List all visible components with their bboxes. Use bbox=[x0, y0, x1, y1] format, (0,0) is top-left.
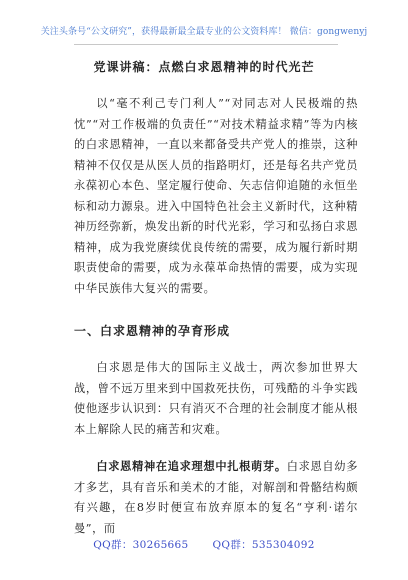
section-heading-1: 一、白求恩精神的孕育形成 bbox=[74, 324, 231, 338]
intro-paragraph: 以“毫不利己专门利人”“对同志对人民极端的热忱”“对工作极端的负责任”“对技术精益求精”等为内核的白求恩精神，一直以来都备受共产党人的推崇，这种精神不仅仅是从医人员的指路明灯，还是每名共产党员永葆初心本色、坚定履行使命、矢志信仰追随的永恒坐标和动力源泉。进入中国特色社会主义新时代，这种精神历经弥新，焕发出新的时代光彩，学习和弘扬白求恩精神，成为我党赓续优良传统的需要，成为履行新时期职责使命的需要，成为永葆革命热情的需要，成为实现中华民族伟大复兴的需要。 bbox=[74, 97, 358, 295]
section-1-paragraph-1: 白求恩是伟大的国际主义战士，两次参加世界大战，曾不远万里来到中国救死扶伤，可残酷的斗争实践使他逐步认识到：只有消灭不合理的社会制度才能从根本上解除人民的痛苦和灾难。 bbox=[74, 361, 358, 436]
paragraph-lead-sentence: 白求恩精神在追求理想中扎根萌芽。 bbox=[96, 459, 287, 473]
header-promo-note: 关注头条号“公文研究”，获得最新最全最专业的公文资料库！ 微信：gongwenyj bbox=[40, 27, 368, 37]
paragraph-body-text: 白求恩自幼多才多艺，具有音乐和美术的才能，对解剖和骨骼结构颇有兴趣，在8岁时便宣布放弃原本的复名“亨利·诺尔曼”，而 bbox=[74, 460, 358, 535]
footer-qq-group-2: QQ群：535304092 bbox=[212, 539, 315, 551]
document-title: 党课讲稿：点燃白求恩精神的时代光芒 bbox=[93, 60, 315, 74]
footer-qq-group-1: QQ群：30265665 bbox=[93, 539, 189, 551]
header-divider bbox=[74, 44, 338, 45]
section-1-paragraph-2 bbox=[74, 456, 358, 539]
footer-contact bbox=[0, 537, 408, 552]
